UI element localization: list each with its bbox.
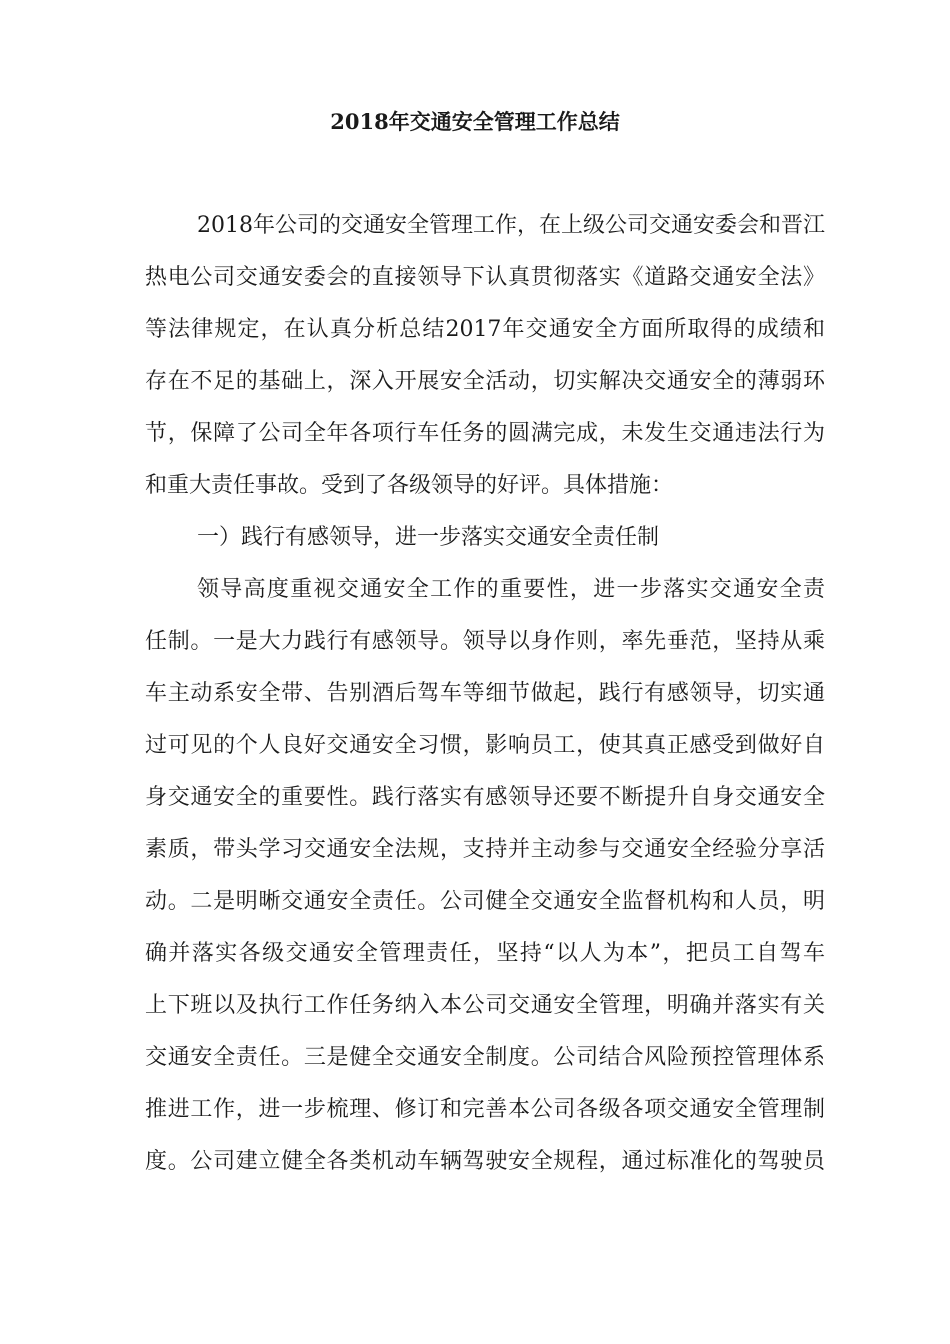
- text-line: 动。二是明晰交通安全责任。公司健全交通安全监督机构和人员，明: [145, 889, 825, 914]
- page-title: 2018年交通安全管理工作总结: [330, 109, 620, 134]
- text-line: 交通安全责任。三是健全交通安全制度。公司结合风险预控管理体系: [145, 1045, 825, 1070]
- text-line: 过可见的个人良好交通安全习惯，影响员工，使其真正感受到做好自: [145, 733, 825, 758]
- text-line: 等法律规定，在认真分析总结2017年交通安全方面所取得的成绩和: [145, 317, 825, 342]
- text-line: 领导高度重视交通安全工作的重要性，进一步落实交通安全责: [197, 577, 825, 602]
- text-line: 和重大责任事故。受到了各级领导的好评。具体措施：: [145, 473, 674, 498]
- text-line: 节，保障了公司全年各项行车任务的圆满完成，未发生交通违法行为: [145, 421, 825, 446]
- text-line: 上下班以及执行工作任务纳入本公司交通安全管理，明确并落实有关: [145, 993, 825, 1018]
- text-line: 一）践行有感领导，进一步落实交通安全责任制: [197, 525, 660, 550]
- document-body: [145, 200, 825, 1188]
- text-line: 车主动系安全带、告别酒后驾车等细节做起，践行有感领导，切实通: [145, 681, 825, 706]
- text-line: 素质，带头学习交通安全法规，支持并主动参与交通安全经验分享活: [145, 837, 825, 862]
- text-line: 2018年公司的交通安全管理工作，在上级公司交通安委会和晋江: [197, 213, 825, 238]
- text-line: 身交通安全的重要性。践行落实有感领导还要不断提升自身交通安全: [145, 785, 825, 810]
- text-line: 存在不足的基础上，深入开展安全活动，切实解决交通安全的薄弱环: [145, 369, 825, 394]
- text-line: 推进工作，进一步梳理、修订和完善本公司各级各项交通安全管理制: [145, 1097, 825, 1122]
- text-line: 热电公司交通安委会的直接领导下认真贯彻落实《道路交通安全法》: [145, 265, 825, 290]
- text-line: 任制。一是大力践行有感领导。领导以身作则，率先垂范，坚持从乘: [145, 629, 825, 654]
- text-line: 度。公司建立健全各类机动车辆驾驶安全规程，通过标准化的驾驶员: [145, 1149, 825, 1174]
- text-line: 确并落实各级交通安全管理责任，坚持“以人为本”，把员工自驾车: [145, 941, 825, 966]
